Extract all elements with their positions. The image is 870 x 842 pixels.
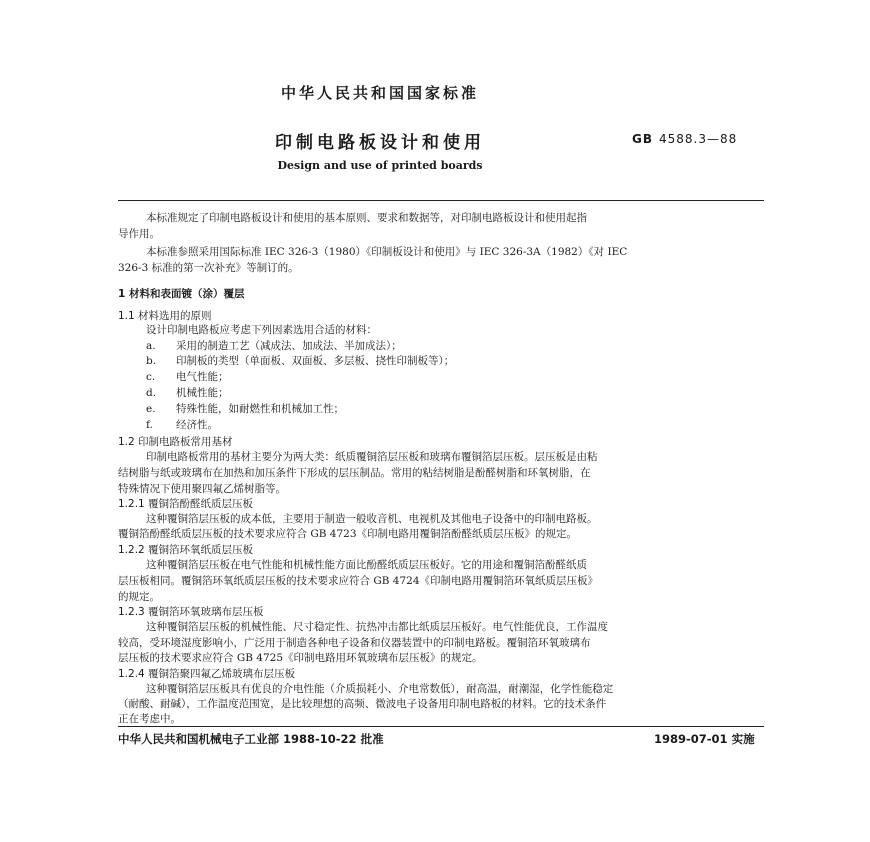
- section-1-heading: 1 材料和表面镀（涂）覆层: [118, 288, 245, 300]
- section-1-2-heading: 1.2 印制电路板常用基材: [118, 436, 233, 448]
- bottom-divider: [118, 726, 764, 727]
- section-1-2-4-line-3: 正在考虑中。: [118, 713, 181, 725]
- approval-line: 中华人民共和国机械电子工业部 1988-10-22 批准: [118, 732, 384, 746]
- list-item-text: 机械性能；: [176, 387, 229, 399]
- section-1-2-1-heading: 1.2.1 覆铜箔酚醛纸质层压板: [118, 498, 254, 510]
- section-1-2-line-3: 特殊情况下使用聚四氟乙烯树脂等。: [118, 483, 286, 495]
- intro-paragraph-1-line-1: 本标准规定了印制电路板设计和使用的基本原则、要求和数据等，对印制电路板设计和使用起指: [146, 212, 587, 224]
- list-item-text: 经济性。: [176, 419, 218, 431]
- section-1-2-1-line-1: 这种覆铜箔层压板的成本低，主要用于制造一般收音机、电视机及其他电子设备中的印制电路板。: [146, 513, 598, 525]
- list-item-letter: e.: [146, 403, 156, 415]
- document-title: 印制电路板设计和使用: [275, 133, 485, 153]
- section-1-1-intro: 设计印制电路板应考虑下列因素选用合适的材料：: [146, 324, 377, 336]
- section-1-2-3-line-1: 这种覆铜箔层压板的机械性能、尺寸稳定性、抗热冲击都比纸质层压板好。电气性能优良，工作温度: [146, 621, 608, 633]
- document-number: [632, 132, 737, 146]
- section-1-1-heading: 1.1 材料选用的原则: [118, 310, 212, 322]
- intro-paragraph-2-line-2: 326-3 标准的第一次补充》等制订的。: [118, 262, 299, 274]
- list-item-text: 特殊性能，如耐燃性和机械加工性；: [176, 403, 344, 415]
- intro-paragraph-1-line-2: 导作用。: [118, 228, 160, 240]
- country-standard-title: 中华人民共和国国家标准: [280, 84, 479, 102]
- list-item-text: 采用的制造工艺（减成法、加成法、半加成法）；: [176, 340, 402, 352]
- list-item-text: 电气性能；: [176, 371, 229, 383]
- section-1-2-4-line-2: （耐酸、耐碱），工作温度范围宽，是比较理想的高频、微波电子设备用印制电路板的材料。它的技术条件: [118, 698, 607, 710]
- section-1-2-3-heading: 1.2.3 覆铜箔环氧玻璃布层压板: [118, 606, 264, 618]
- document-number-prefix: GB: [632, 132, 653, 146]
- section-1-2-4-heading: 1.2.4 覆铜箔聚四氟乙烯玻璃布层压板: [118, 668, 296, 680]
- section-1-2-2-line-3: 的规定。: [118, 591, 160, 603]
- list-item-letter: d.: [146, 387, 157, 399]
- top-divider: [118, 200, 764, 201]
- section-1-2-3-line-3: 层压板的技术要求应符合 GB 4725《印制电路用环氧玻璃布层压板》的规定。: [118, 652, 483, 664]
- section-1-2-line-1: 印制电路板常用的基材主要分为两大类：纸质覆铜箔层压板和玻璃布覆铜箔层压板。层压板是由粘: [146, 451, 598, 463]
- section-1-2-2-line-1: 这种覆铜箔层压板在电气性能和机械性能方面比酚醛纸质层压板好。它的用途和覆铜箔酚醛纸质: [146, 559, 587, 571]
- document-number-value: 4588.3—88: [659, 132, 738, 146]
- section-1-2-2-heading: 1.2.2 覆铜箔环氧纸质层压板: [118, 544, 254, 556]
- effective-date-line: 1989-07-01 实施: [654, 732, 755, 746]
- section-1-2-3-line-2: 较高，受环境湿度影响小，广泛用于制造各种电子设备和仪器装置中的印制电路板。覆铜箔环氧玻璃布: [118, 637, 591, 649]
- list-item-text: 印制板的类型（单面板、双面板、多层板、挠性印制板等）；: [176, 355, 455, 367]
- list-item-letter: f.: [146, 419, 153, 431]
- section-1-2-2-line-2: 层压板相同。覆铜箔环氧纸质层压板的技术要求应符合 GB 4724《印制电路用覆铜箔环氧纸质层压板》: [118, 575, 598, 587]
- list-item-letter: c.: [146, 371, 156, 383]
- list-item-letter: b.: [146, 355, 157, 367]
- document-subtitle-english: Design and use of printed boards: [277, 159, 483, 172]
- section-1-2-4-line-1: 这种覆铜箔层压板具有优良的介电性能（介质损耗小、介电常数低），耐高温，耐潮湿，化学性能稳定: [146, 683, 614, 695]
- intro-paragraph-2-line-1: 本标准参照采用国际标准 IEC 326-3（1980）《印制板设计和使用》与 IEC 326-3A（1982）《对 IEC: [146, 246, 628, 258]
- list-item-letter: a.: [146, 340, 156, 352]
- section-1-2-line-2: 结树脂与纸或玻璃布在加热和加压条件下形成的层压制品。常用的粘结树脂是酚醛树脂和环氧树脂，在: [118, 467, 591, 479]
- section-1-2-1-line-2: 覆铜箔酚醛纸质层压板的技术要求应符合 GB 4723《印制电路用覆铜箔酚醛纸质层压板》的规定。: [118, 528, 577, 540]
